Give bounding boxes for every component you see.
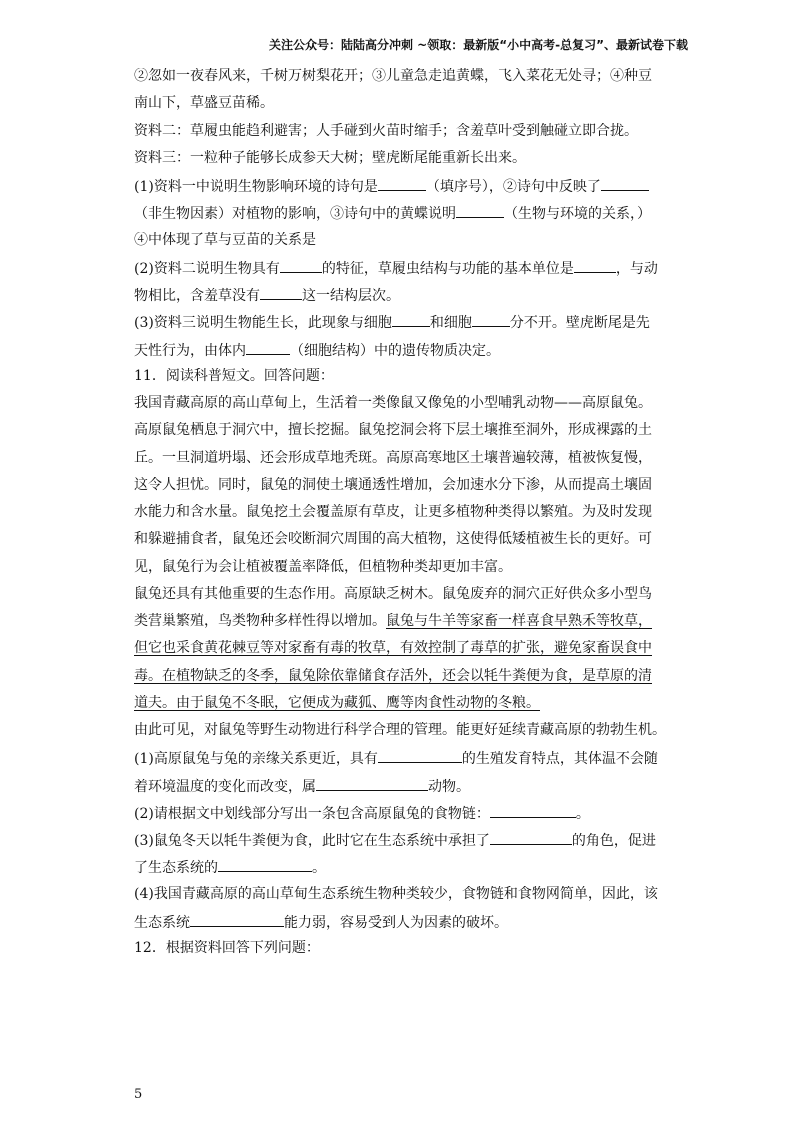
text-segment: (4)我国青藏高原的高山草甸生态系统生物种类较少，食物链和食物网简单，因此，该 (134, 885, 658, 902)
text-line (134, 613, 670, 640)
answer-blank (246, 341, 290, 355)
text-line (134, 858, 670, 885)
text-segment: (3)资料三说明生物能生长，此现象与细胞 (134, 315, 392, 332)
text-segment: 和细胞 (429, 315, 472, 332)
text-line (134, 232, 670, 259)
text-segment: 这令人担忧。同时，鼠兔的洞使土壤通透性增加，会加速水分下渗，从而提高土壤固 (134, 476, 652, 493)
page-number: 5 (134, 1087, 143, 1102)
text-segment: 了生态系统的 (134, 860, 218, 877)
text-segment: ④中体现了草与豆苗的关系是 (134, 231, 316, 248)
text-segment: 资料三：一粒种子能够长成参天大树；壁虎断尾能重新长出来。 (134, 149, 526, 166)
text-segment: (2)资料二说明生物具有 (134, 260, 280, 277)
text-segment: 的特征，草履虫结构与功能的基本单位是 (321, 260, 574, 277)
text-line (134, 368, 670, 395)
answer-blank (456, 204, 504, 218)
text-segment: 资料二：草履虫能趋利避害；人手碰到火苗时缩手；含羞草叶受到触碰立即合拢。 (134, 122, 638, 139)
page-header: 关注公众号：陆陆高分冲刺 ~领取：最新版“小中高考-总复习”、最新试卷下载 (269, 38, 688, 52)
text-line (134, 913, 670, 940)
text-segment: 的角色，促进 (571, 833, 656, 849)
text-line (134, 204, 670, 231)
text-line (134, 395, 670, 422)
text-line (134, 504, 670, 531)
text-segment: (1)资料一中说明生物影响环境的诗句是 (134, 179, 378, 195)
answer-blank (260, 286, 302, 300)
text-line (134, 477, 670, 504)
text-segment: （生物与环境的关系，） (504, 206, 651, 223)
answer-blank (392, 313, 430, 327)
text-segment: 和躲避捕食者，鼠兔还会咬断洞穴周围的高大植物，这使得低矮植被生长的更好。可 (134, 531, 652, 548)
text-line (134, 150, 670, 177)
answer-blank (490, 831, 572, 845)
text-segment: 11．阅读科普短文。回答问题： (134, 367, 334, 384)
text-segment: 丘。一旦洞道坍塌、还会形成草地秃斑。高原高寒地区土壤普遍较薄，植被恢复慢， (134, 449, 652, 466)
text-segment: 类营巢繁殖，鸟类物种多样性得以增加。 (134, 613, 386, 629)
text-segment: 高原鼠兔栖息于洞穴中，擅长挖掘。鼠兔挖洞会将下层土壤推至洞外，形成裸露的土 (134, 422, 652, 439)
text-line (134, 450, 670, 477)
text-segment: 南山下，草盛豆苗稀。 (134, 95, 274, 112)
underlined-text: 毒。在植物缺乏的冬季，鼠兔除依靠储食存活外，还会以牦牛粪便为食，是草原的清 (134, 667, 652, 684)
text-line (134, 777, 670, 804)
text-segment: （细胞结构）中的遗传物质决定。 (290, 342, 500, 359)
text-segment: (2)请根据文中划线部分写出一条包含高原鼠兔的食物链： (134, 805, 490, 822)
answer-blank (190, 913, 284, 927)
text-segment: 分不开。壁虎断尾是先 (509, 315, 650, 332)
text-line (134, 286, 670, 313)
text-line (134, 259, 670, 286)
text-line (134, 722, 670, 749)
text-line (134, 123, 670, 150)
text-segment: 我国青藏高原的高山草甸上，生活着一类像鼠又像兔的小型哺乳动物——高原鼠兔。 (134, 395, 652, 411)
text-line (134, 531, 670, 558)
text-line (134, 95, 670, 122)
text-segment: (3)鼠兔冬天以牦牛粪便为食，此时它在生态系统中承担了 (134, 833, 490, 849)
answer-blank (280, 259, 322, 273)
text-segment: 天性行为，由体内 (134, 342, 246, 359)
text-segment: 。 (575, 805, 590, 822)
text-segment: 着环境温度的变化而改变，属 (134, 778, 316, 795)
text-line (134, 749, 670, 776)
text-line (134, 68, 670, 95)
text-line (134, 886, 670, 913)
document-body (134, 68, 670, 967)
text-segment: 物相比，含羞草没有 (134, 288, 260, 304)
text-segment: 生态系统 (134, 914, 190, 931)
text-segment: （填序号），②诗句中反映了 (425, 179, 601, 195)
text-line (134, 668, 670, 695)
text-line (134, 559, 670, 586)
answer-blank (316, 777, 428, 791)
text-line (134, 586, 670, 613)
text-segment: 。 (312, 860, 326, 877)
text-segment: 动物。 (428, 778, 470, 795)
text-segment: 能力弱，容易受到人为因素的破坏。 (284, 914, 508, 931)
text-line (134, 831, 670, 858)
text-segment: 由此可见，对鼠兔等野生动物进行科学合理的管理。能更好延续青藏高原的勃勃生机。 (134, 722, 666, 738)
text-line (134, 695, 670, 722)
answer-blank (574, 259, 616, 273)
text-segment: 的生殖发育特点，其体温不会随 (461, 751, 658, 768)
text-line (134, 640, 670, 667)
underlined-text: 道夫。由于鼠兔不冬眠，它便成为藏狐、鹰等肉食性动物的冬粮。 (134, 694, 540, 711)
text-segment: ②忽如一夜春风来，千树万树梨花开；③儿童急走追黄蝶，飞入菜花无处寻；④种豆 (134, 68, 652, 84)
text-segment: （非生物因素）对植物的影响，③诗句中的黄蝶说明 (134, 206, 456, 223)
underlined-text: 但它也采食黄花棘豆等对家畜有毒的牧草，有效控制了毒草的扩张，避免家畜误食中 (134, 640, 652, 657)
answer-blank (218, 858, 312, 872)
answer-blank (378, 749, 462, 763)
answer-blank (472, 313, 510, 327)
text-line (134, 940, 670, 967)
text-segment: 水能力和含水量。鼠兔挖土会覆盖原有草皮，让更多植物种类得以繁殖。为及时发现 (134, 504, 652, 520)
text-segment: (1)高原鼠兔与兔的亲缘关系更近，具有 (134, 751, 378, 768)
text-line (134, 341, 670, 368)
text-line (134, 804, 670, 831)
text-segment: 鼠兔还具有其他重要的生态作用。高原缺乏树木。鼠兔废弃的洞穴正好供众多小型鸟 (134, 585, 652, 602)
text-line (134, 422, 670, 449)
text-segment: ，与动 (615, 260, 658, 277)
answer-blank (378, 177, 426, 191)
answer-blank (490, 804, 576, 818)
text-line (134, 177, 670, 204)
text-line (134, 313, 670, 340)
answer-blank (601, 177, 649, 191)
text-segment: 12．根据资料回答下列问题： (134, 940, 320, 956)
text-segment: 见，鼠兔行为会让植被覆盖率降低，但植物种类却更加丰富。 (134, 558, 512, 575)
underlined-text: 鼠兔与牛羊等家畜一样喜食早熟禾等牧草， (386, 613, 652, 629)
text-segment: 这一结构层次。 (302, 288, 400, 304)
